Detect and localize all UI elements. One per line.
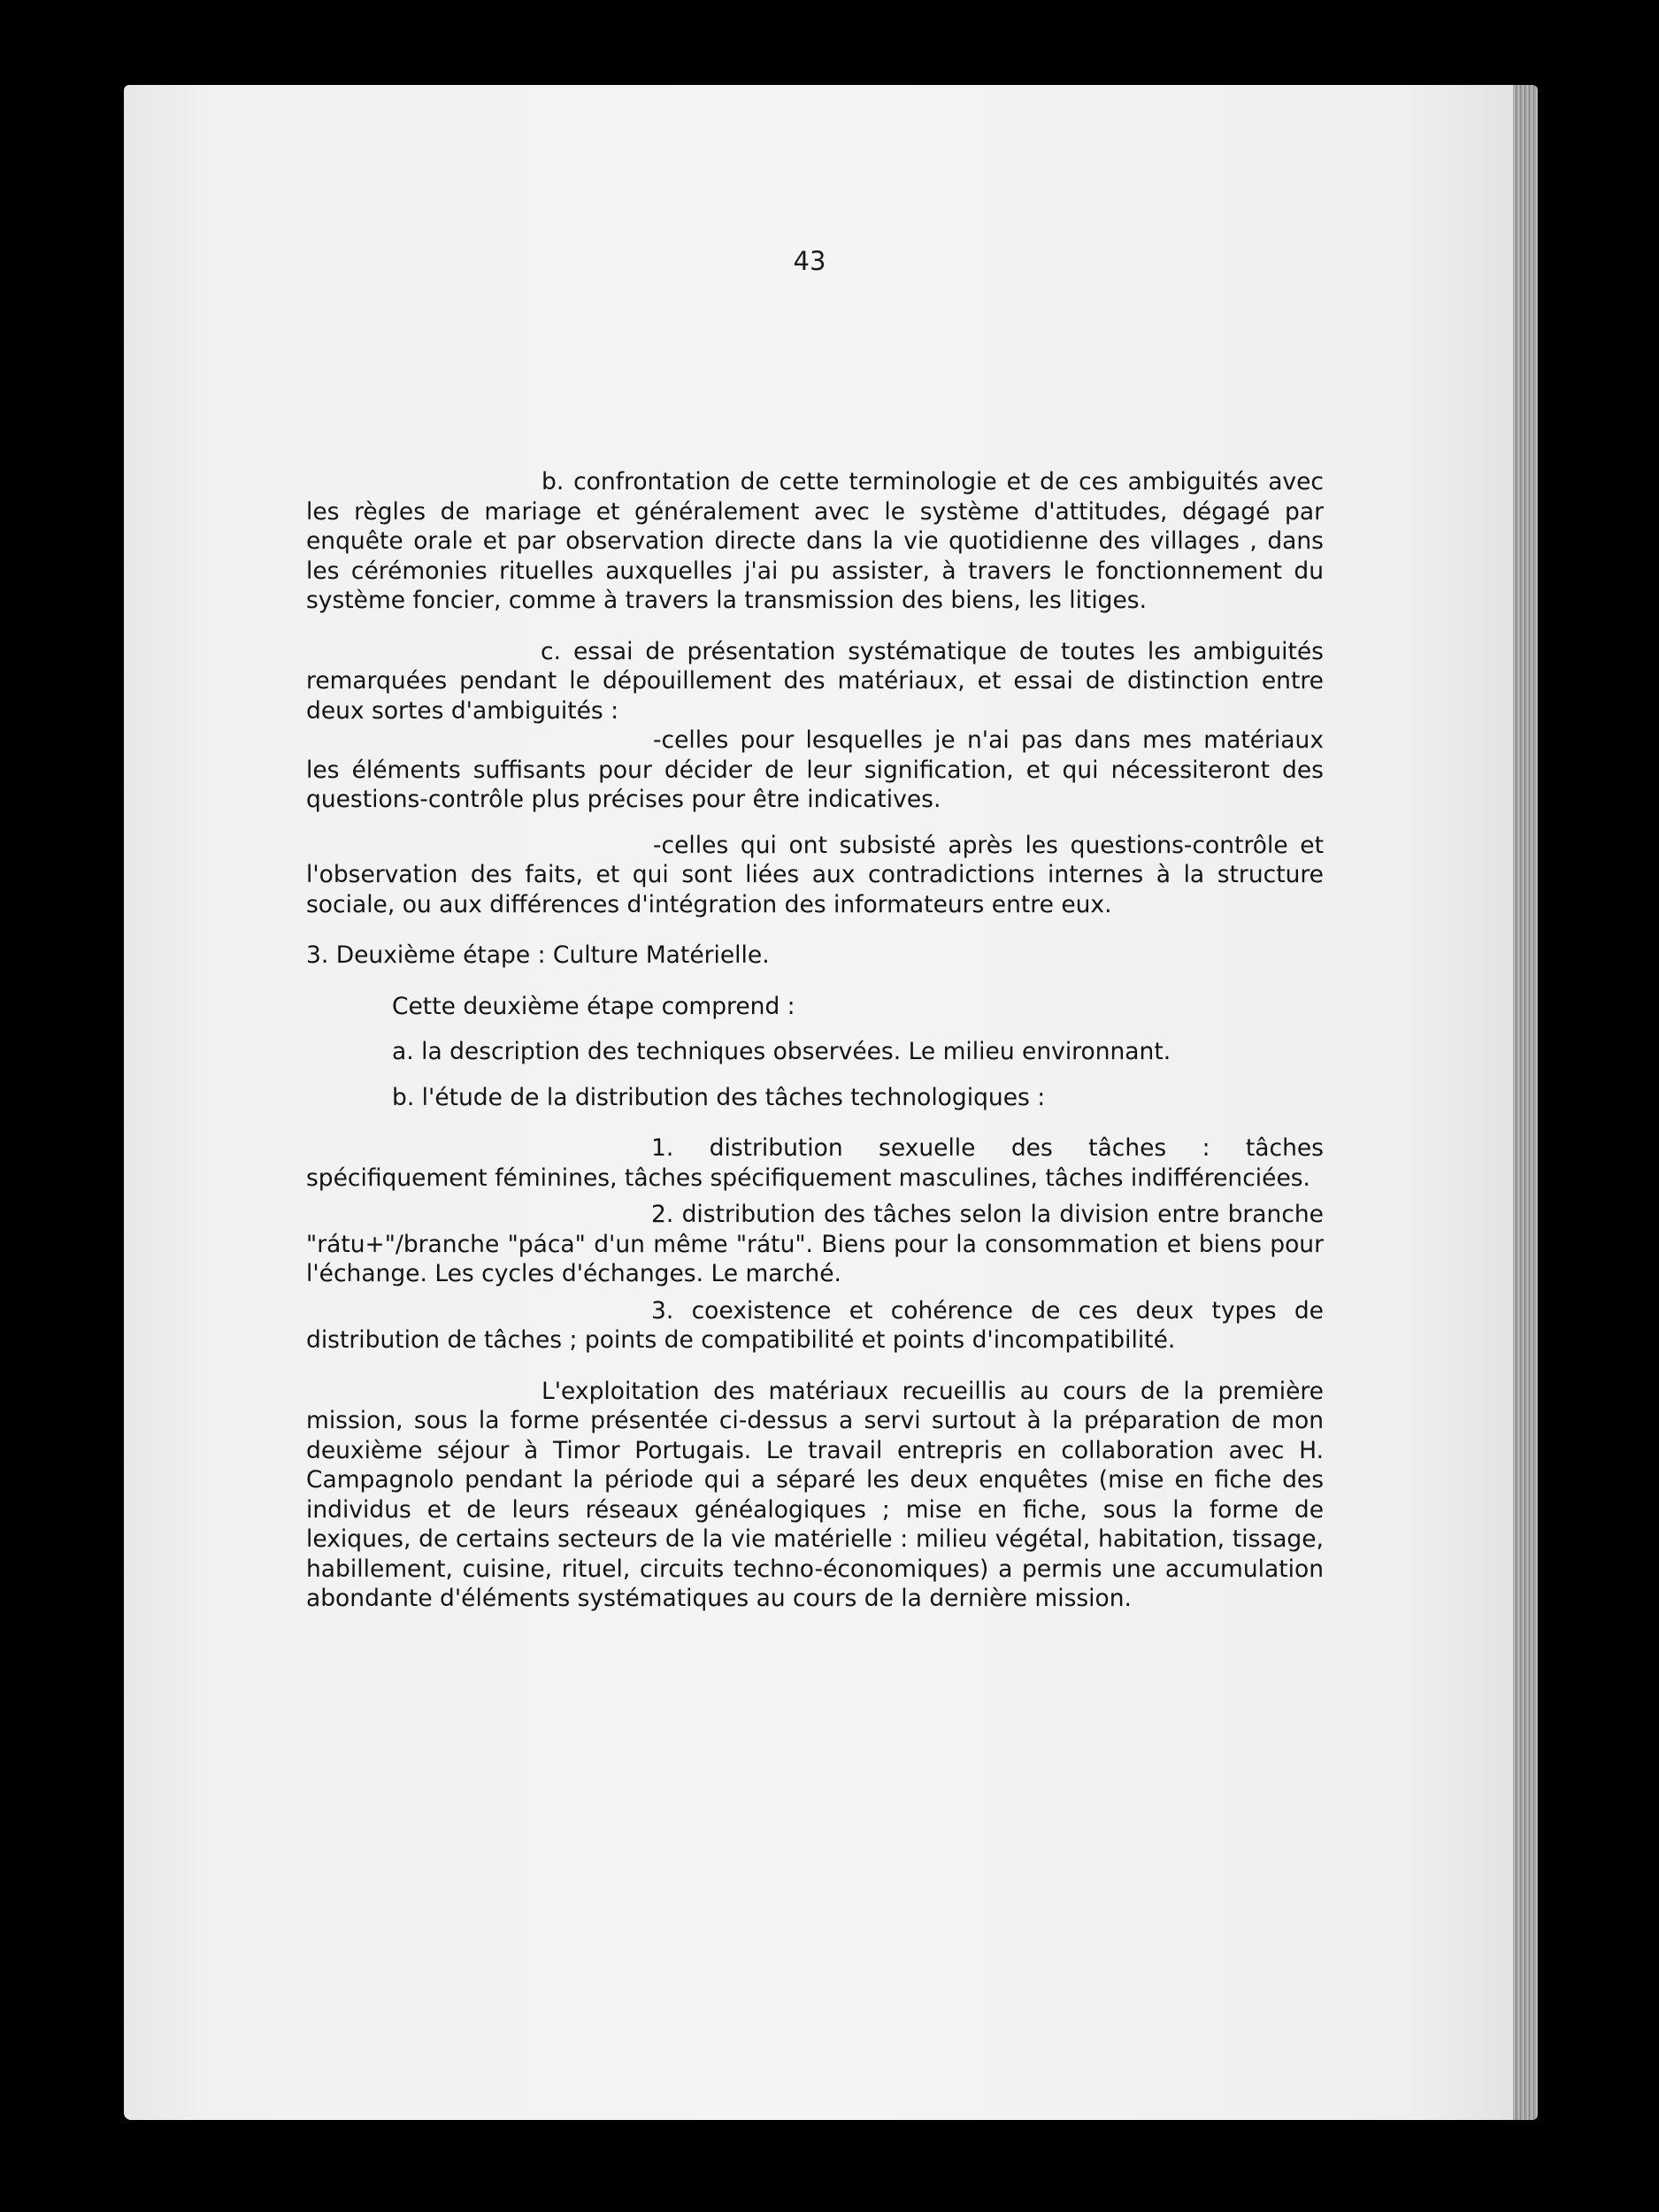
- page-number: 43: [793, 246, 826, 276]
- paragraph-exploitation: L'exploitation des matériaux recueillis au cours de la première mission, sous la forme présentée ci-dessus a servi surtout à la préparation de mon deuxième séjour à Timor Portugais. Le travail entrepris en collaboration avec H. Campagnolo pendant la période qui a séparé les deux enquêtes (mise en fiche des individus et de leurs réseaux généalogiques ; mise en fiche, sous la forme de lexiques, de certains secteurs de la vie matérielle : milieu végétal, habitation, tissage, habillement, cuisine, rituel, circuits techno-économiques) a permis une accumulation abondante d'éléments systématiques au cours de la dernière mission.: [306, 1377, 1324, 1612]
- paragraph-b-confrontation: b. confrontation de cette terminologie et de ces ambiguités avec les règles de mariage et généralement avec le système d'attitudes, dégagé par enquête orale et par observation directe dans la vie quotidienne des villages , dans les cérémonies rituelles auxquelles j'ai pu assister, à travers le fonctionnement du système foncier, comme à travers la transmission des biens, les litiges.: [306, 468, 1324, 614]
- paragraph-b-etude: b. l'étude de la distribution des tâches technologiques :: [392, 1083, 1046, 1111]
- page-edges: [1513, 85, 1538, 2120]
- list-item-1-distribution-sexuelle: 1. distribution sexuelle des tâches : tâches spécifiquement féminines, tâches spécifiquement masculines, tâches indifférenciées.: [306, 1134, 1324, 1192]
- paragraph-celles-subsiste: -celles qui ont subsisté après les questions-contrôle et l'observation des faits, et qui sont liées aux contradictions internes à la structure sociale, ou aux différences d'intégration des informateurs entre eux.: [306, 831, 1324, 918]
- body-text: [306, 467, 1324, 1614]
- section-heading-deuxieme-etape: 3. Deuxième étape : Culture Matérielle.: [306, 941, 770, 969]
- paragraph-c-essai: c. essai de présentation systématique de toutes les ambiguités remarquées pendant le dépouillement des matériaux, et essai de distinction entre deux sortes d'ambiguités :: [306, 637, 1324, 725]
- list-item-2-distribution-division: 2. distribution des tâches selon la division entre branche "rátu+"/branche "páca" d'un même "rátu". Biens pour la consommation et biens pour l'échange. Les cycles d'échanges. Le marché.: [306, 1201, 1324, 1287]
- paragraph-celles-lesquelles: -celles pour lesquelles je n'ai pas dans mes matériaux les éléments suffisants pour décider de leur signification, et qui nécessiteront des questions-contrôle plus précises pour être indicatives.: [306, 726, 1324, 813]
- list-item-3-coexistence: 3. coexistence et cohérence de ces deux types de distribution de tâches ; points de compatibilité et points d'incompatibilité.: [306, 1296, 1324, 1354]
- paragraph-a-description: a. la description des techniques observées. Le milieu environnant.: [392, 1038, 1171, 1065]
- paragraph-deuxieme-etape-comprend: Cette deuxième étape comprend :: [392, 992, 795, 1020]
